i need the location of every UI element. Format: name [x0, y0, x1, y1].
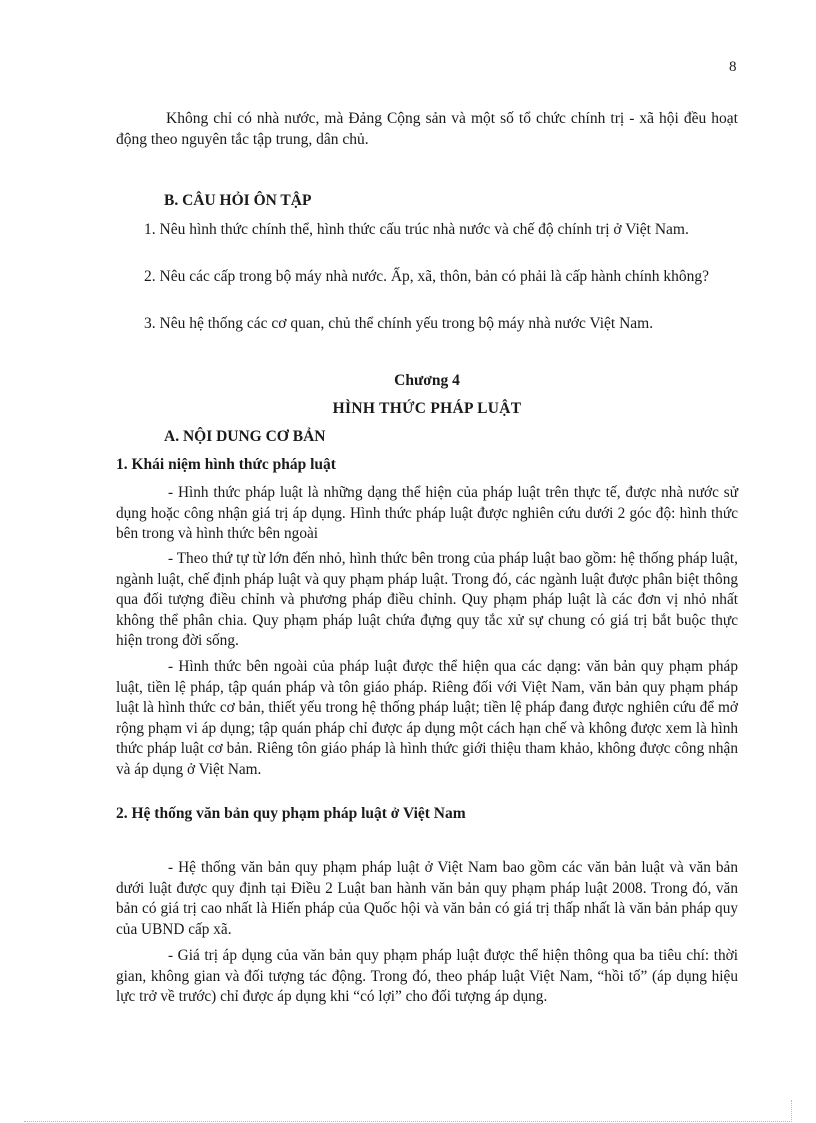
concept-paragraph-1: - Hình thức pháp luật là những dạng thể hiện của pháp luật trên thực tế, được nhà nước sử dụng hoặc công nhận giá trị áp dụng. Hình thức pháp luật được nghiên cứu dưới 2 góc độ: hình thức bên trong và hình thức bên ngoài: [116, 484, 738, 542]
intro-paragraph: Không chỉ có nhà nước, mà Đảng Cộng sản và một số tổ chức chính trị - xã hội đều hoạt động theo nguyên tắc tập trung, dân chủ.: [116, 110, 738, 148]
concept-paragraph-3: - Hình thức bên ngoài của pháp luật được thể hiện qua các dạng: văn bản quy phạm pháp luật, tiền lệ pháp, tập quán pháp và tôn giáo pháp. Riêng đối với Việt Nam, văn bản quy phạm pháp luật là hình thức cơ bản, thiết yếu trong hệ thống pháp luật; tiền lệ pháp đang được nghiên cứu để mở rộng phạm vi áp dụng; tập quán pháp chỉ được áp dụng một cách hạn chế và không được xem là hình thức pháp luật cơ bản. Riêng tôn giáo pháp là hình thức giới thiệu tham khảo, không được công nhận và áp dụng ở Việt Nam.: [116, 658, 738, 778]
review-question-3: 3. Nêu hệ thống các cơ quan, chủ thể chính yếu trong bộ máy nhà nước Việt Nam.: [144, 315, 654, 332]
review-question-1: 1. Nêu hình thức chính thể, hình thức cấu trúc nhà nước và chế độ chính trị ở Việt Nam.: [144, 221, 689, 238]
page-number: 8: [729, 59, 737, 75]
page-corner-mark: [791, 1100, 792, 1122]
chapter-label: Chương 4: [394, 372, 460, 389]
review-heading: B. CÂU HỎI ÔN TẬP: [164, 192, 312, 209]
legal-system-paragraph-1: - Hệ thống văn bản quy phạm pháp luật ở Việt Nam bao gồm các văn bản luật và văn bản dưới luật được quy định tại Điều 2 Luật ban hành văn bản quy phạm pháp luật 2008. Trong đó, văn bản có giá trị cao nhất là Hiến pháp của Quốc hội và văn bản có giá trị thấp nhất là văn bản pháp quy của UBND cấp xã.: [116, 859, 738, 938]
section-heading: A. NỘI DUNG CƠ BẢN: [164, 428, 326, 445]
page-bottom-edge: [24, 1121, 792, 1122]
chapter-title: HÌNH THỨC PHÁP LUẬT: [332, 400, 522, 417]
review-question-2: 2. Nêu các cấp trong bộ máy nhà nước. Ấp, xã, thôn, bản có phải là cấp hành chính không?: [144, 268, 709, 285]
concept-paragraph-2: - Theo thứ tự từ lớn đến nhỏ, hình thức bên trong của pháp luật bao gồm: hệ thống pháp luật, ngành luật, chế định pháp luật và quy phạm pháp luật. Trong đó, các ngành luật được phân biệt thông qua đối tượng điều chỉnh và phương pháp điều chỉnh. Quy phạm pháp luật là các đơn vị nhỏ nhất không thể phân chia. Quy phạm pháp luật chứa đựng quy tắc xử sự chung có giá trị bắt buộc thực hiện trong đời sống.: [116, 550, 738, 649]
subsection-heading-1: 1. Khái niệm hình thức pháp luật: [116, 456, 336, 473]
legal-system-paragraph-2: - Giá trị áp dụng của văn bản quy phạm pháp luật được thể hiện thông qua ba tiêu chí: thời gian, không gian và đối tượng tác động. Trong đó, theo pháp luật Việt Nam, “hồi tố” (áp dụng hiệu lực trở về trước) chỉ được áp dụng khi “có lợi” cho đối tượng áp dụng.: [116, 947, 738, 1005]
subsection-heading-2: 2. Hệ thống văn bản quy phạm pháp luật ở Việt Nam: [116, 805, 466, 822]
